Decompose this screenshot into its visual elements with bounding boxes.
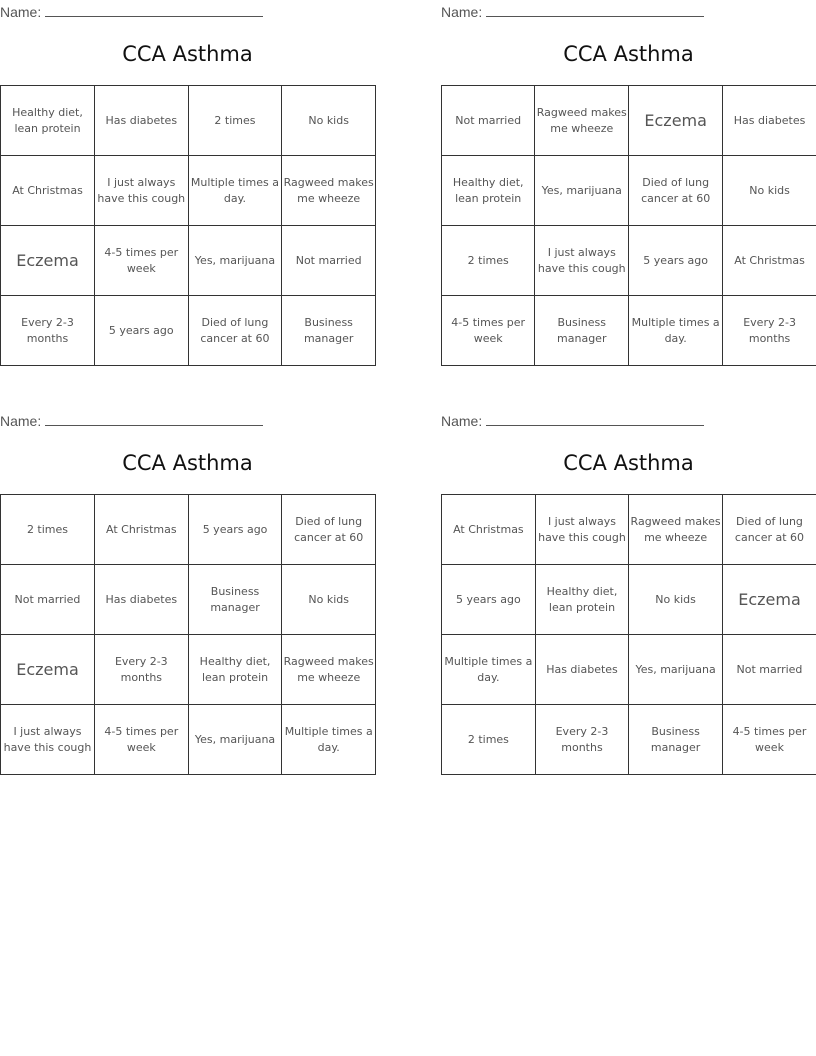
bingo-grid — [441, 85, 816, 366]
grid-cell: Every 2-3 months — [535, 705, 628, 775]
grid-cell: 2 times — [442, 705, 536, 775]
grid-cell: Yes, marijuana — [629, 635, 723, 705]
grid-cell: 5 years ago — [188, 495, 282, 565]
grid-cell: 4-5 times per week — [442, 296, 535, 366]
card-title: CCA Asthma — [563, 451, 694, 475]
bingo-card-3 — [0, 411, 376, 783]
grid-cell: 2 times — [188, 86, 282, 156]
grid-cell: Died of lung cancer at 60 — [282, 495, 376, 565]
grid-cell: Has diabetes — [723, 86, 816, 156]
grid-cell: No kids — [282, 86, 376, 156]
card-title: CCA Asthma — [563, 42, 694, 66]
grid-cell: 2 times — [1, 495, 95, 565]
grid-cell: Every 2-3 months — [1, 296, 95, 366]
name-label: Name: — [441, 413, 483, 429]
bingo-card-4 — [441, 411, 816, 783]
grid-cell: Eczema — [1, 226, 95, 296]
grid-row — [442, 296, 816, 366]
grid-cell: At Christmas — [723, 226, 816, 296]
grid-cell: I just always have this cough — [535, 226, 629, 296]
name-blank — [486, 3, 704, 17]
grid-cell: No kids — [629, 565, 723, 635]
grid-cell: Eczema — [629, 86, 723, 156]
grid-row — [442, 495, 816, 565]
grid-cell: I just always have this cough — [1, 705, 95, 775]
grid-cell: Not married — [282, 226, 376, 296]
grid-cell: 5 years ago — [95, 296, 189, 366]
grid-cell: No kids — [282, 565, 376, 635]
grid-cell: Yes, marijuana — [188, 705, 282, 775]
name-blank — [45, 3, 263, 17]
bingo-grid — [0, 494, 376, 775]
grid-cell: Multiple times a day. — [282, 705, 376, 775]
grid-cell: Multiple times a day. — [629, 296, 723, 366]
grid-cell: Multiple times a day. — [188, 156, 282, 226]
grid-cell: At Christmas — [94, 495, 188, 565]
bingo-grid — [441, 494, 816, 775]
grid-cell: Business manager — [282, 296, 376, 366]
grid-cell: Ragweed makes me wheeze — [282, 635, 376, 705]
grid-cell: 4-5 times per week — [94, 705, 188, 775]
card-title: CCA Asthma — [122, 451, 253, 475]
grid-cell: 5 years ago — [629, 226, 723, 296]
grid-row — [1, 86, 376, 156]
grid-cell: Not married — [1, 565, 95, 635]
grid-cell: Multiple times a day. — [442, 635, 536, 705]
grid-cell: Died of lung cancer at 60 — [188, 296, 282, 366]
grid-cell: Business manager — [188, 565, 282, 635]
grid-row — [442, 86, 816, 156]
grid-cell: 2 times — [442, 226, 535, 296]
grid-cell: Yes, marijuana — [188, 226, 282, 296]
grid-cell: Died of lung cancer at 60 — [722, 495, 816, 565]
grid-cell: At Christmas — [442, 495, 536, 565]
grid-cell: Business manager — [535, 296, 629, 366]
grid-cell: Yes, marijuana — [535, 156, 629, 226]
grid-cell: At Christmas — [1, 156, 95, 226]
grid-cell: Healthy diet, lean protein — [535, 565, 628, 635]
grid-cell: 5 years ago — [442, 565, 536, 635]
grid-cell: Every 2-3 months — [723, 296, 816, 366]
grid-cell: Not married — [442, 86, 535, 156]
grid-row — [442, 156, 816, 226]
name-blank — [486, 412, 704, 426]
grid-row — [1, 495, 376, 565]
grid-cell: Healthy diet, lean protein — [442, 156, 535, 226]
grid-cell: Died of lung cancer at 60 — [629, 156, 723, 226]
grid-cell: I just always have this cough — [535, 495, 628, 565]
grid-cell: Healthy diet, lean protein — [188, 635, 282, 705]
bingo-card-2 — [441, 2, 816, 374]
grid-row — [1, 635, 376, 705]
grid-cell: 4-5 times per week — [722, 705, 816, 775]
grid-cell: Has diabetes — [95, 86, 189, 156]
grid-row — [1, 705, 376, 775]
grid-cell: Ragweed makes me wheeze — [629, 495, 723, 565]
grid-cell: Has diabetes — [535, 635, 628, 705]
grid-cell: 4-5 times per week — [95, 226, 189, 296]
bingo-grid — [0, 85, 376, 366]
grid-cell: Healthy diet, lean protein — [1, 86, 95, 156]
grid-cell: Ragweed makes me wheeze — [282, 156, 376, 226]
grid-row — [442, 226, 816, 296]
grid-row — [442, 565, 816, 635]
name-blank — [45, 412, 263, 426]
name-label: Name: — [0, 413, 42, 429]
grid-cell: Ragweed makes me wheeze — [535, 86, 629, 156]
name-label: Name: — [441, 4, 483, 20]
grid-cell: Has diabetes — [94, 565, 188, 635]
grid-row — [1, 226, 376, 296]
name-line — [441, 3, 704, 20]
grid-row — [1, 296, 376, 366]
name-line — [0, 412, 263, 429]
grid-cell: No kids — [723, 156, 816, 226]
grid-row — [1, 156, 376, 226]
grid-row — [442, 635, 816, 705]
grid-row — [1, 565, 376, 635]
name-line — [441, 412, 704, 429]
grid-cell: I just always have this cough — [95, 156, 189, 226]
grid-cell: Eczema — [722, 565, 816, 635]
card-title: CCA Asthma — [122, 42, 253, 66]
grid-cell: Every 2-3 months — [94, 635, 188, 705]
name-label: Name: — [0, 4, 42, 20]
grid-cell: Not married — [722, 635, 816, 705]
grid-cell: Eczema — [1, 635, 95, 705]
grid-cell: Business manager — [629, 705, 723, 775]
bingo-card-1 — [0, 2, 376, 374]
name-line — [0, 3, 263, 20]
grid-row — [442, 705, 816, 775]
